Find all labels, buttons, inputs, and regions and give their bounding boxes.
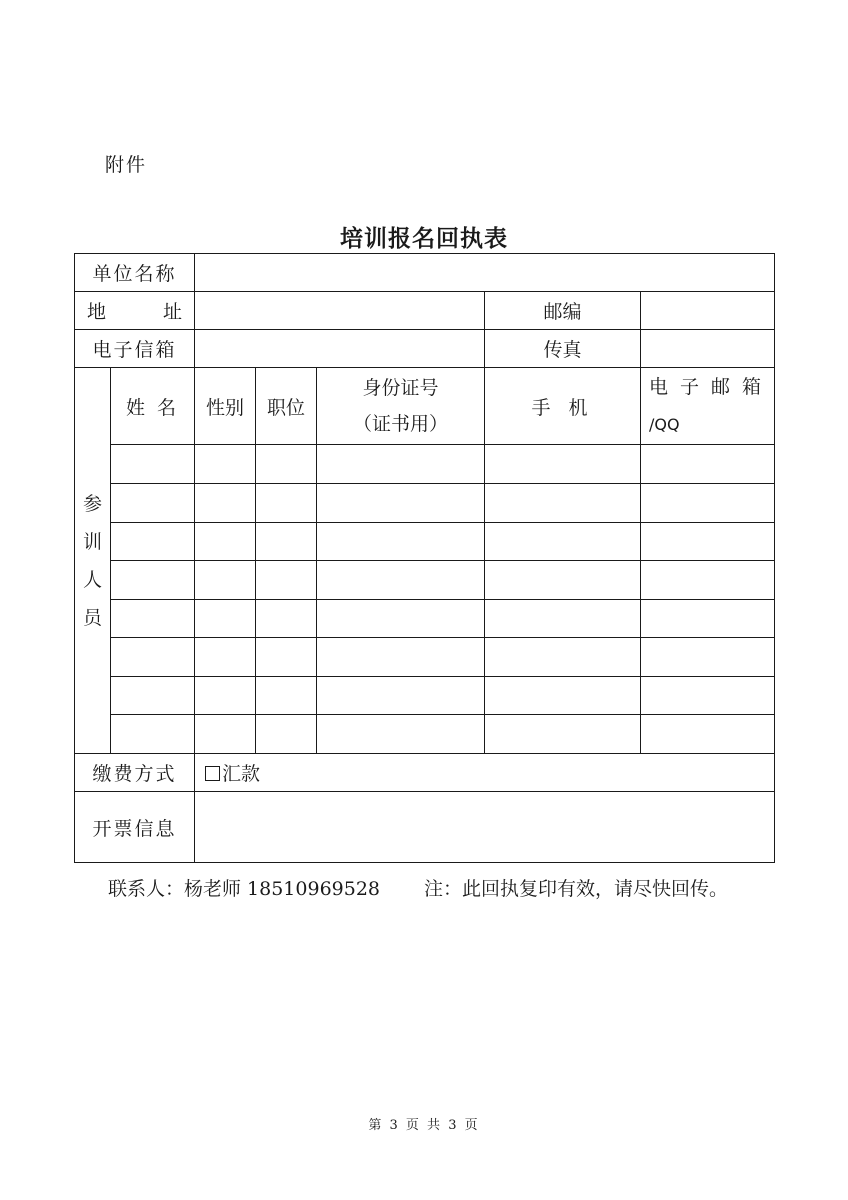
remittance-checkbox[interactable] [205, 766, 220, 781]
participant-row [75, 600, 775, 638]
contact-info: 联系人：杨老师 18510969528 [108, 878, 381, 900]
col-mobile-header: 手 机 [485, 368, 641, 445]
col-gender-header: 性别 [195, 368, 256, 445]
participant-row [75, 561, 775, 600]
participant-row [75, 677, 775, 715]
payment-label: 缴费方式 [75, 754, 195, 792]
participant-row [75, 445, 775, 484]
col-id-header: 身份证号 （证书用） [317, 368, 485, 445]
col-email-header: 电子邮箱 /QQ [641, 368, 775, 445]
participant-row [75, 715, 775, 754]
col-name-header: 姓 名 [111, 368, 195, 445]
payment-options [195, 754, 775, 792]
address-label: 地址 [75, 292, 195, 330]
participant-row [75, 523, 775, 561]
postcode-field[interactable] [641, 292, 775, 330]
participant-row [75, 484, 775, 523]
invoice-label: 开票信息 [75, 792, 195, 863]
form-title: 培训报名回执表 [340, 225, 508, 252]
page-number: 第 3 页 共 3 页 [368, 1118, 480, 1133]
address-field[interactable] [195, 292, 485, 330]
invoice-field[interactable] [195, 792, 775, 863]
footer-note: 注：此回执复印有效，请尽快回传。 [424, 878, 729, 900]
fax-field[interactable] [641, 330, 775, 368]
email-field[interactable] [195, 330, 485, 368]
org-name-label: 单位名称 [75, 254, 195, 292]
col-position-header: 职位 [256, 368, 317, 445]
registration-form-table [74, 253, 775, 863]
remittance-option-label: 汇款 [222, 763, 261, 785]
footer-line [108, 874, 728, 901]
participants-label: 参 训 人 员 [75, 368, 111, 754]
email-label: 电子信箱 [75, 330, 195, 368]
org-name-field[interactable] [195, 254, 775, 292]
participant-row [75, 638, 775, 677]
attachment-label: 附件 [105, 154, 148, 176]
fax-label: 传真 [485, 330, 641, 368]
postcode-label: 邮编 [485, 292, 641, 330]
